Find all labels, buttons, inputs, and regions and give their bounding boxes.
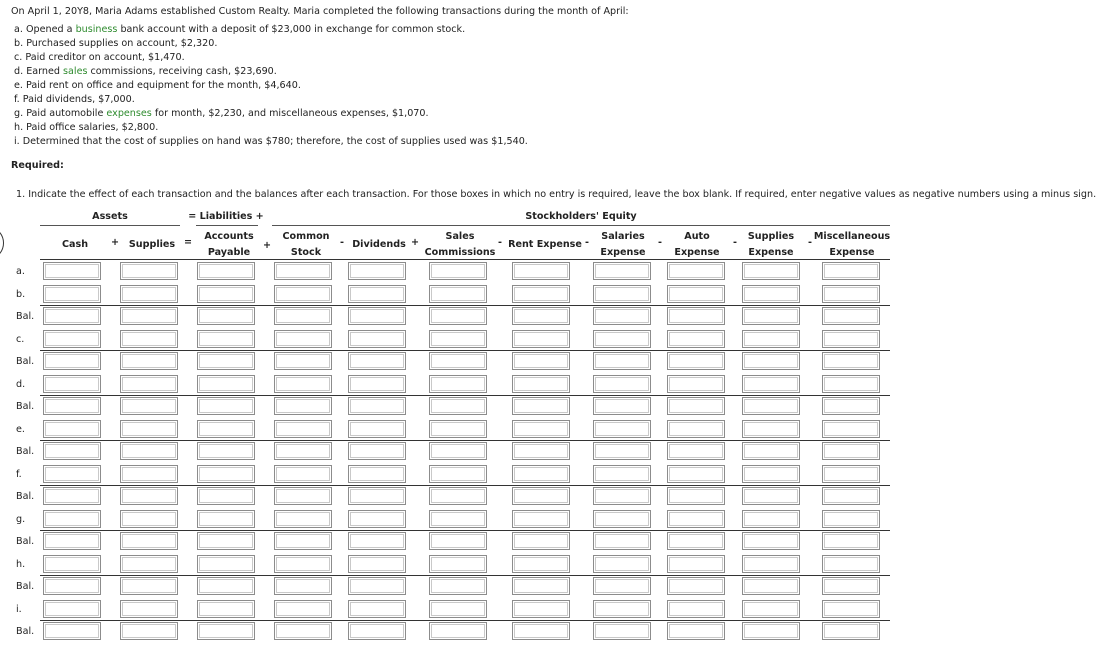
amount-input-misc-expense[interactable] <box>822 420 880 438</box>
amount-input-sales-commissions[interactable] <box>429 262 487 280</box>
column-header-auto-expense-line2: Expense <box>674 247 720 258</box>
amount-input-common-stock[interactable] <box>274 375 332 393</box>
transaction-line <box>14 79 301 93</box>
column-header-accounts-payable-line1: Accounts <box>204 231 254 242</box>
row-label: Bal. <box>16 311 35 322</box>
column-header-sales-commissions-line1: Sales <box>445 231 475 242</box>
column-header-misc-expense-line2: Expense <box>829 247 875 258</box>
amount-input-auto-expense[interactable] <box>667 420 725 438</box>
transaction-text: commissions, receiving cash, $23,690. <box>87 66 277 77</box>
transaction-text: d. Earned <box>14 66 64 77</box>
amount-input-supplies[interactable] <box>120 352 178 370</box>
amount-input-salaries-expense[interactable] <box>593 622 651 640</box>
amount-input-sales-commissions[interactable] <box>429 352 487 370</box>
amount-input-sales-commissions[interactable] <box>429 397 487 415</box>
amount-input-auto-expense[interactable] <box>667 510 725 528</box>
amount-input-accounts-payable[interactable] <box>197 555 255 573</box>
amount-input-supplies-expense[interactable] <box>742 510 800 528</box>
amount-input-sales-commissions[interactable] <box>429 330 487 348</box>
amount-input-rent-expense[interactable] <box>512 442 570 460</box>
amount-input-common-stock[interactable] <box>274 307 332 325</box>
amount-input-rent-expense[interactable] <box>512 600 570 618</box>
amount-input-accounts-payable[interactable] <box>197 577 255 595</box>
amount-input-supplies-expense[interactable] <box>742 555 800 573</box>
amount-input-common-stock[interactable] <box>274 442 332 460</box>
amount-input-cash[interactable] <box>43 577 101 595</box>
column-header-misc-expense-line1: Miscellaneous <box>813 231 891 242</box>
amount-input-salaries-expense[interactable] <box>593 600 651 618</box>
column-header-dividends: Dividends <box>352 239 406 250</box>
instruction-text: 1. Indicate the effect of each transaction and the balances after each transaction. For those boxes in which no entry is required, leave the box blank. If required, enter negative values as negative numbers using a minus sign. <box>16 189 1097 200</box>
amount-input-auto-expense[interactable] <box>667 375 725 393</box>
amount-input-auto-expense[interactable] <box>667 307 725 325</box>
amount-input-auto-expense[interactable] <box>667 532 725 550</box>
amount-input-dividends[interactable] <box>348 577 406 595</box>
amount-input-supplies[interactable] <box>120 307 178 325</box>
amount-input-auto-expense[interactable] <box>667 352 725 370</box>
row-label: g. <box>16 514 26 525</box>
amount-input-supplies[interactable] <box>120 600 178 618</box>
column-header-auto-expense-line1: Auto <box>684 231 710 242</box>
amount-input-supplies-expense[interactable] <box>742 375 800 393</box>
amount-input-dividends[interactable] <box>348 600 406 618</box>
amount-input-salaries-expense[interactable] <box>593 577 651 595</box>
transaction-line <box>14 93 135 107</box>
amount-input-sales-commissions[interactable] <box>429 420 487 438</box>
row-label: Bal. <box>16 401 35 412</box>
amount-input-cash[interactable] <box>43 442 101 460</box>
amount-input-common-stock[interactable] <box>274 330 332 348</box>
amount-input-cash[interactable] <box>43 307 101 325</box>
amount-input-auto-expense[interactable] <box>667 442 725 460</box>
amount-input-rent-expense[interactable] <box>512 352 570 370</box>
amount-input-common-stock[interactable] <box>274 487 332 505</box>
amount-input-sales-commissions[interactable] <box>429 285 487 303</box>
amount-input-salaries-expense[interactable] <box>593 442 651 460</box>
amount-input-dividends[interactable] <box>348 442 406 460</box>
amount-input-salaries-expense[interactable] <box>593 352 651 370</box>
amount-input-rent-expense[interactable] <box>512 622 570 640</box>
amount-input-supplies-expense[interactable] <box>742 307 800 325</box>
amount-input-cash[interactable] <box>43 375 101 393</box>
amount-input-misc-expense[interactable] <box>822 307 880 325</box>
amount-input-common-stock[interactable] <box>274 465 332 483</box>
amount-input-rent-expense[interactable] <box>512 555 570 573</box>
amount-input-sales-commissions[interactable] <box>429 465 487 483</box>
amount-input-accounts-payable[interactable] <box>197 532 255 550</box>
row-label: f. <box>16 469 22 480</box>
amount-input-common-stock[interactable] <box>274 510 332 528</box>
column-header-cash: Cash <box>61 239 89 250</box>
amount-input-accounts-payable[interactable] <box>197 262 255 280</box>
amount-input-sales-commissions[interactable] <box>429 577 487 595</box>
amount-input-supplies-expense[interactable] <box>742 330 800 348</box>
amount-input-cash[interactable] <box>43 510 101 528</box>
header-bottom-rule <box>40 259 890 260</box>
row-label: h. <box>16 559 26 570</box>
amount-input-accounts-payable[interactable] <box>197 397 255 415</box>
row-label: Bal. <box>16 626 35 637</box>
amount-input-dividends[interactable] <box>348 622 406 640</box>
column-header-common-stock-line2: Stock <box>290 247 322 258</box>
amount-input-misc-expense[interactable] <box>822 577 880 595</box>
amount-input-salaries-expense[interactable] <box>593 397 651 415</box>
column-header-salaries-expense-line2: Expense <box>600 247 646 258</box>
amount-input-misc-expense[interactable] <box>822 532 880 550</box>
amount-input-common-stock[interactable] <box>274 600 332 618</box>
operator-sign: - <box>498 237 502 248</box>
amount-input-supplies[interactable] <box>120 375 178 393</box>
amount-input-sales-commissions[interactable] <box>429 442 487 460</box>
row-label: c. <box>16 334 25 345</box>
amount-input-dividends[interactable] <box>348 420 406 438</box>
transaction-line <box>14 135 528 149</box>
amount-input-cash[interactable] <box>43 532 101 550</box>
assets-underline <box>40 225 180 226</box>
amount-input-misc-expense[interactable] <box>822 600 880 618</box>
amount-input-dividends[interactable] <box>348 375 406 393</box>
amount-input-sales-commissions[interactable] <box>429 622 487 640</box>
amount-input-accounts-payable[interactable] <box>197 420 255 438</box>
amount-input-sales-commissions[interactable] <box>429 510 487 528</box>
amount-input-rent-expense[interactable] <box>512 465 570 483</box>
amount-input-sales-commissions[interactable] <box>429 375 487 393</box>
amount-input-salaries-expense[interactable] <box>593 330 651 348</box>
amount-input-auto-expense[interactable] <box>667 600 725 618</box>
row-label: Bal. <box>16 491 35 502</box>
balance-rule <box>40 350 890 351</box>
amount-input-common-stock[interactable] <box>274 555 332 573</box>
operator-sign: - <box>340 237 344 248</box>
amount-input-dividends[interactable] <box>348 555 406 573</box>
amount-input-common-stock[interactable] <box>274 397 332 415</box>
amount-input-common-stock[interactable] <box>274 532 332 550</box>
amount-input-supplies[interactable] <box>120 465 178 483</box>
amount-input-supplies[interactable] <box>120 442 178 460</box>
amount-input-cash[interactable] <box>43 600 101 618</box>
amount-input-misc-expense[interactable] <box>822 487 880 505</box>
amount-input-cash[interactable] <box>43 555 101 573</box>
amount-input-cash[interactable] <box>43 465 101 483</box>
amount-input-supplies-expense[interactable] <box>742 262 800 280</box>
amount-input-supplies-expense[interactable] <box>742 465 800 483</box>
column-header-sales-commissions-line2: Commissions <box>424 247 496 258</box>
amount-input-rent-expense[interactable] <box>512 375 570 393</box>
transaction-text: c. Paid creditor on account, $1,470. <box>14 52 185 63</box>
amount-input-cash[interactable] <box>43 622 101 640</box>
amount-input-salaries-expense[interactable] <box>593 307 651 325</box>
amount-input-sales-commissions[interactable] <box>429 600 487 618</box>
amount-input-auto-expense[interactable] <box>667 555 725 573</box>
amount-input-supplies-expense[interactable] <box>742 420 800 438</box>
glossary-term-link[interactable]: sales <box>63 66 88 77</box>
amount-input-cash[interactable] <box>43 487 101 505</box>
balance-rule <box>40 395 890 396</box>
equity-header: Stockholders' Equity <box>525 211 637 222</box>
transaction-text: i. Determined that the cost of supplies on hand was $780; therefore, the cost of supplies used was $1,540. <box>14 136 528 147</box>
row-label: i. <box>16 604 22 615</box>
amount-input-dividends[interactable] <box>348 465 406 483</box>
amount-input-cash[interactable] <box>43 420 101 438</box>
balance-rule <box>40 440 890 441</box>
transaction-line <box>14 51 185 65</box>
balance-rule <box>40 530 890 531</box>
amount-input-rent-expense[interactable] <box>512 577 570 595</box>
amount-input-rent-expense[interactable] <box>512 420 570 438</box>
amount-input-supplies-expense[interactable] <box>742 622 800 640</box>
amount-input-supplies[interactable] <box>120 262 178 280</box>
amount-input-sales-commissions[interactable] <box>429 555 487 573</box>
transaction-line <box>14 121 158 135</box>
amount-input-misc-expense[interactable] <box>822 352 880 370</box>
operator-sign: - <box>808 237 812 248</box>
assets-header: Assets <box>92 211 128 222</box>
amount-input-rent-expense[interactable] <box>512 330 570 348</box>
amount-input-rent-expense[interactable] <box>512 285 570 303</box>
column-header-supplies-expense-line2: Expense <box>748 247 794 258</box>
amount-input-accounts-payable[interactable] <box>197 622 255 640</box>
balance-rule <box>40 485 890 486</box>
amount-input-salaries-expense[interactable] <box>593 420 651 438</box>
amount-input-misc-expense[interactable] <box>822 262 880 280</box>
amount-input-misc-expense[interactable] <box>822 465 880 483</box>
amount-input-common-stock[interactable] <box>274 420 332 438</box>
amount-input-misc-expense[interactable] <box>822 330 880 348</box>
operator-sign: - <box>658 237 662 248</box>
amount-input-auto-expense[interactable] <box>667 397 725 415</box>
amount-input-misc-expense[interactable] <box>822 285 880 303</box>
amount-input-misc-expense[interactable] <box>822 442 880 460</box>
amount-input-cash[interactable] <box>43 262 101 280</box>
amount-input-accounts-payable[interactable] <box>197 352 255 370</box>
amount-input-accounts-payable[interactable] <box>197 307 255 325</box>
required-heading: Required: <box>11 160 64 171</box>
column-header-supplies: Supplies <box>128 239 176 250</box>
amount-input-common-stock[interactable] <box>274 577 332 595</box>
amount-input-supplies-expense[interactable] <box>742 285 800 303</box>
amount-input-common-stock[interactable] <box>274 285 332 303</box>
intro-text: On April 1, 20Y8, Maria Adams established Custom Realty. Maria completed the following transactions during the month of April: <box>11 6 629 17</box>
amount-input-salaries-expense[interactable] <box>593 555 651 573</box>
row-label: Bal. <box>16 446 35 457</box>
amount-input-sales-commissions[interactable] <box>429 487 487 505</box>
amount-input-accounts-payable[interactable] <box>197 510 255 528</box>
operator-sign: - <box>733 237 737 248</box>
amount-input-dividends[interactable] <box>348 262 406 280</box>
amount-input-misc-expense[interactable] <box>822 555 880 573</box>
amount-input-auto-expense[interactable] <box>667 465 725 483</box>
transaction-line <box>14 107 429 121</box>
amount-input-supplies-expense[interactable] <box>742 532 800 550</box>
amount-input-rent-expense[interactable] <box>512 532 570 550</box>
amount-input-sales-commissions[interactable] <box>429 307 487 325</box>
amount-input-auto-expense[interactable] <box>667 622 725 640</box>
amount-input-auto-expense[interactable] <box>667 285 725 303</box>
amount-input-dividends[interactable] <box>348 330 406 348</box>
row-label: e. <box>16 424 25 435</box>
operator-sign: - <box>585 237 589 248</box>
amount-input-dividends[interactable] <box>348 532 406 550</box>
amount-input-salaries-expense[interactable] <box>593 262 651 280</box>
balance-rule <box>40 575 890 576</box>
amount-input-supplies[interactable] <box>120 622 178 640</box>
amount-input-supplies-expense[interactable] <box>742 352 800 370</box>
transaction-line <box>14 65 277 79</box>
amount-input-supplies[interactable] <box>120 510 178 528</box>
amount-input-dividends[interactable] <box>348 487 406 505</box>
amount-input-accounts-payable[interactable] <box>197 442 255 460</box>
amount-input-misc-expense[interactable] <box>822 510 880 528</box>
liabilities-underline <box>196 225 258 226</box>
amount-input-rent-expense[interactable] <box>512 262 570 280</box>
amount-input-accounts-payable[interactable] <box>197 600 255 618</box>
column-header-common-stock-line1: Common <box>282 231 330 242</box>
glossary-term-link[interactable]: expenses <box>106 108 152 119</box>
amount-input-supplies[interactable] <box>120 487 178 505</box>
transaction-text: bank account with a deposit of $23,000 in exchange for common stock. <box>117 24 466 35</box>
amount-input-supplies-expense[interactable] <box>742 577 800 595</box>
transaction-text: e. Paid rent on office and equipment for the month, $4,640. <box>14 80 301 91</box>
amount-input-supplies-expense[interactable] <box>742 442 800 460</box>
amount-input-supplies[interactable] <box>120 555 178 573</box>
row-label: Bal. <box>16 536 35 547</box>
amount-input-supplies[interactable] <box>120 532 178 550</box>
operator-sign: + <box>110 237 120 248</box>
amount-input-auto-expense[interactable] <box>667 487 725 505</box>
amount-input-auto-expense[interactable] <box>667 577 725 595</box>
operator-sign: + <box>262 240 272 251</box>
amount-input-rent-expense[interactable] <box>512 510 570 528</box>
amount-input-common-stock[interactable] <box>274 262 332 280</box>
amount-input-dividends[interactable] <box>348 285 406 303</box>
amount-input-auto-expense[interactable] <box>667 262 725 280</box>
transaction-text: a. Opened a <box>14 24 76 35</box>
amount-input-supplies-expense[interactable] <box>742 600 800 618</box>
row-label: d. <box>16 379 26 390</box>
equity-underline <box>272 225 890 226</box>
amount-input-accounts-payable[interactable] <box>197 330 255 348</box>
amount-input-dividends[interactable] <box>348 397 406 415</box>
transaction-text: for month, $2,230, and miscellaneous expenses, $1,070. <box>151 108 429 119</box>
amount-input-cash[interactable] <box>43 330 101 348</box>
column-header-accounts-payable-line2: Payable <box>207 247 251 258</box>
row-label: a. <box>16 266 25 277</box>
row-label: Bal. <box>16 356 35 367</box>
operator-sign: = <box>183 237 193 248</box>
amount-input-salaries-expense[interactable] <box>593 510 651 528</box>
amount-input-salaries-expense[interactable] <box>593 465 651 483</box>
column-header-supplies-expense-line1: Supplies <box>747 231 795 242</box>
amount-input-rent-expense[interactable] <box>512 487 570 505</box>
amount-input-accounts-payable[interactable] <box>197 465 255 483</box>
amount-input-misc-expense[interactable] <box>822 397 880 415</box>
transaction-text: g. Paid automobile <box>14 108 107 119</box>
glossary-term-link[interactable]: business <box>75 24 118 35</box>
amount-input-cash[interactable] <box>43 285 101 303</box>
operator-sign: + <box>410 237 420 248</box>
amount-input-salaries-expense[interactable] <box>593 532 651 550</box>
balance-rule <box>40 620 890 621</box>
amount-input-common-stock[interactable] <box>274 352 332 370</box>
amount-input-salaries-expense[interactable] <box>593 375 651 393</box>
transaction-line <box>14 23 465 37</box>
transaction-text: f. Paid dividends, $7,000. <box>14 94 135 105</box>
column-header-salaries-expense-line1: Salaries <box>601 231 645 242</box>
amount-input-cash[interactable] <box>43 352 101 370</box>
transaction-text: h. Paid office salaries, $2,800. <box>14 122 159 133</box>
amount-input-dividends[interactable] <box>348 352 406 370</box>
column-header-rent-expense: Rent Expense <box>508 239 582 250</box>
amount-input-supplies[interactable] <box>120 330 178 348</box>
liabilities-header: = Liabilities + <box>188 211 264 222</box>
row-label: Bal. <box>16 581 35 592</box>
amount-input-supplies[interactable] <box>120 577 178 595</box>
amount-input-dividends[interactable] <box>348 307 406 325</box>
transaction-text: b. Purchased supplies on account, $2,320. <box>14 38 218 49</box>
amount-input-supplies[interactable] <box>120 285 178 303</box>
amount-input-salaries-expense[interactable] <box>593 285 651 303</box>
amount-input-rent-expense[interactable] <box>512 307 570 325</box>
amount-input-accounts-payable[interactable] <box>197 285 255 303</box>
amount-input-common-stock[interactable] <box>274 622 332 640</box>
amount-input-auto-expense[interactable] <box>667 330 725 348</box>
amount-input-supplies[interactable] <box>120 397 178 415</box>
amount-input-supplies[interactable] <box>120 420 178 438</box>
transaction-line <box>14 37 217 51</box>
amount-input-rent-expense[interactable] <box>512 397 570 415</box>
amount-input-accounts-payable[interactable] <box>197 487 255 505</box>
amount-input-accounts-payable[interactable] <box>197 375 255 393</box>
amount-input-salaries-expense[interactable] <box>593 487 651 505</box>
scroll-circle-indicator <box>0 226 4 260</box>
amount-input-supplies-expense[interactable] <box>742 487 800 505</box>
balance-rule <box>40 305 890 306</box>
row-label: b. <box>16 289 26 300</box>
amount-input-cash[interactable] <box>43 397 101 415</box>
amount-input-sales-commissions[interactable] <box>429 532 487 550</box>
amount-input-supplies-expense[interactable] <box>742 397 800 415</box>
amount-input-misc-expense[interactable] <box>822 622 880 640</box>
amount-input-misc-expense[interactable] <box>822 375 880 393</box>
amount-input-dividends[interactable] <box>348 510 406 528</box>
